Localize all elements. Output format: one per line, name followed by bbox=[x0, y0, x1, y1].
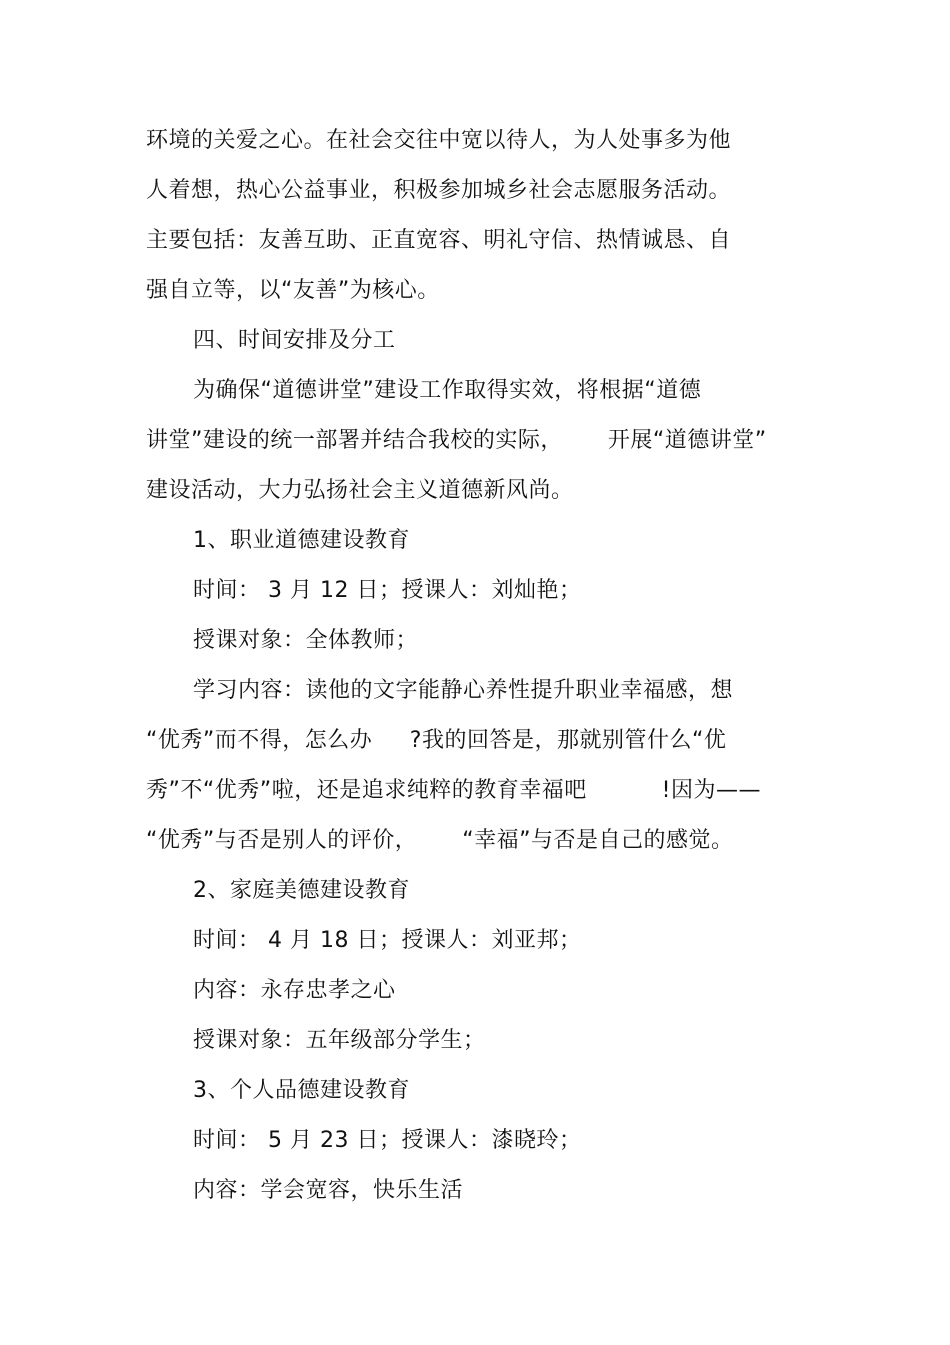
item-heading: 1、职业道德建设教育 bbox=[193, 528, 410, 553]
paragraph-line: 人着想，热心公益事业，积极参加城乡社会志愿服务活动。 bbox=[146, 178, 732, 203]
item-detail: 时间： 5 月 23 日；授课人：漆晓玲； bbox=[193, 1128, 582, 1153]
paragraph-line: “优秀”而不得，怎么办 ?我的回答是，那就别管什么“优 bbox=[146, 728, 727, 753]
paragraph-line: 主要包括：友善互助、正直宽容、明礼守信、热情诚恳、自 bbox=[146, 228, 732, 253]
paragraph-line: 环境的关爱之心。在社会交往中宽以待人，为人处事多为他 bbox=[146, 128, 732, 153]
item-detail: 内容：永存忠孝之心 bbox=[193, 978, 396, 1003]
item-heading: 2、家庭美德建设教育 bbox=[193, 878, 410, 903]
item-detail: 时间： 3 月 12 日；授课人：刘灿艳； bbox=[193, 578, 582, 603]
item-detail: 授课对象：全体教师； bbox=[193, 628, 419, 653]
paragraph-line: 为确保“道德讲堂”建设工作取得实效，将根据“道德 bbox=[193, 378, 702, 403]
paragraph-line: 讲堂”建设的统一部署并结合我校的实际， 开展“道德讲堂” bbox=[146, 428, 767, 453]
item-heading: 3、个人品德建设教育 bbox=[193, 1078, 410, 1103]
section-heading: 四、时间安排及分工 bbox=[193, 328, 396, 353]
item-detail: 时间： 4 月 18 日；授课人：刘亚邦； bbox=[193, 928, 582, 953]
paragraph-line: 建设活动，大力弘扬社会主义道德新风尚。 bbox=[146, 478, 574, 503]
paragraph-line: 秀”不“优秀”啦，还是追求纯粹的教育幸福吧 !因为—— bbox=[146, 778, 761, 803]
item-detail: 内容：学会宽容，快乐生活 bbox=[193, 1178, 464, 1203]
paragraph-line: “优秀”与否是别人的评价， “幸福”与否是自己的感觉。 bbox=[146, 828, 734, 853]
item-detail: 授课对象：五年级部分学生； bbox=[193, 1028, 486, 1053]
paragraph-line: 学习内容：读他的文字能静心养性提升职业幸福感，想 bbox=[193, 678, 734, 703]
paragraph-line: 强自立等，以“友善”为核心。 bbox=[146, 278, 440, 303]
